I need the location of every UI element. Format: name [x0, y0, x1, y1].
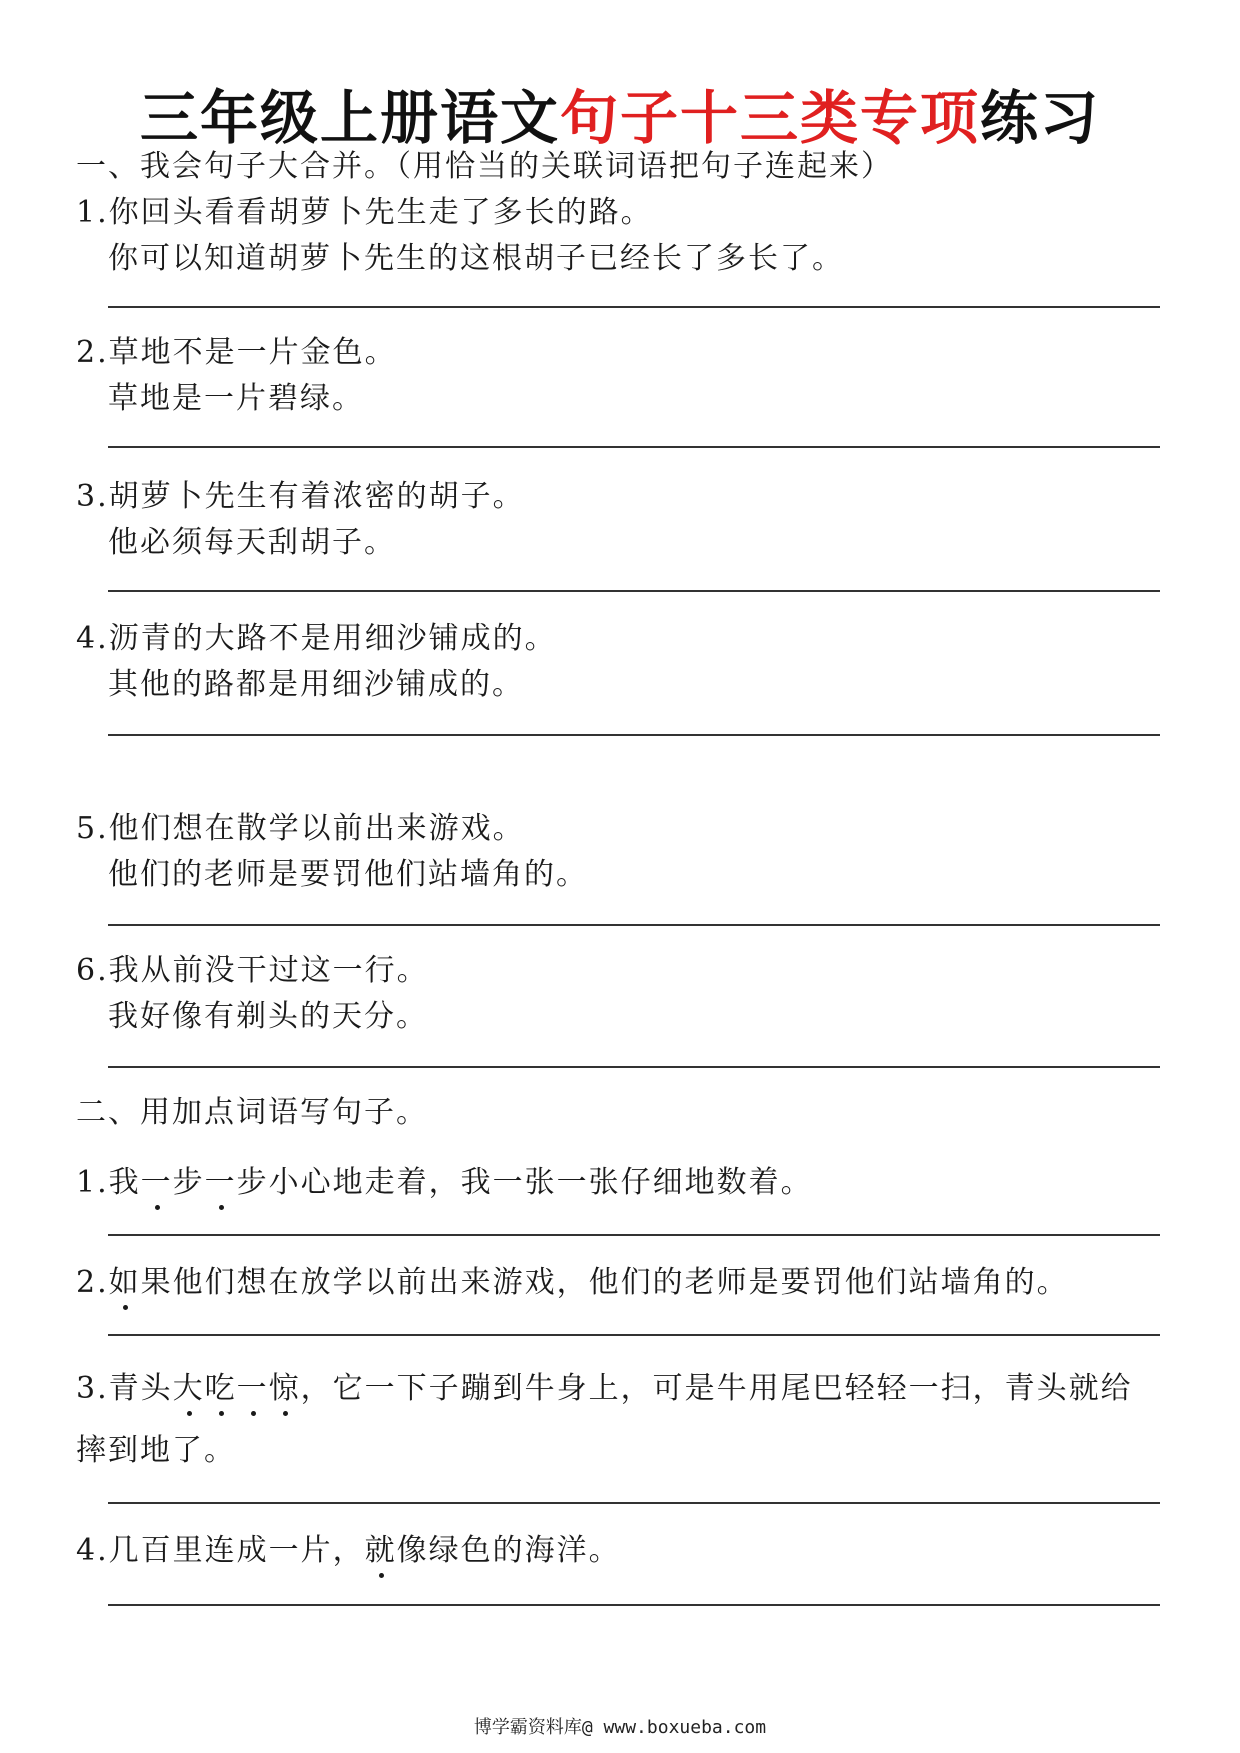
s1-q4-answer-line[interactable] [108, 734, 1160, 736]
s2-q3-dotted-char-3: 一 [237, 1368, 269, 1410]
s1-q5-line1: 5.他们想在散学以前出来游戏。 [76, 811, 525, 846]
s1-q5-line2: 他们的老师是要罚他们站墙角的。 [108, 857, 588, 892]
s1-q5-answer-line[interactable] [108, 924, 1160, 926]
s1-q6-line1: 6.我从前没干过这一行。 [76, 953, 429, 988]
s2-q4-mid-1: 像 [396, 1533, 429, 1568]
s2-q3-text [76, 1368, 1133, 1410]
section1-heading: 一、我会句子大合并。（用恰当的关联词语把句子连起来） [76, 149, 893, 184]
title-part-topic: 句子十三类专项 [559, 84, 980, 152]
s2-q1-mid-1: 步 [172, 1165, 205, 1200]
s2-q2-rest: 果他们想在放学以前出来游戏，他们的老师是要罚他们站墙角的。 [140, 1265, 1069, 1300]
s2-q4-answer-line[interactable] [108, 1604, 1160, 1606]
s1-q1-line2: 你可以知道胡萝卜先生的这根胡子已经长了多长了。 [108, 241, 844, 276]
section2-heading: 二、用加点词语写句子。 [76, 1095, 428, 1130]
s1-q2-line2: 草地是一片碧绿。 [108, 381, 364, 416]
s2-q4-prefix: 4.几百里连成一片， [76, 1533, 365, 1568]
s1-q3-line2: 他必须每天刮胡子。 [108, 525, 396, 560]
s1-q4-line2: 其他的路都是用细沙铺成的。 [108, 667, 524, 702]
s2-q3-dotted-char-2: 吃 [205, 1368, 237, 1410]
s2-q3-rest: ，它一下子蹦到牛身上，可是牛用尾巴轻轻一扫，青头就给 [300, 1371, 1133, 1406]
title-part-practice: 练习 [980, 84, 1101, 152]
s2-q3-line2: 摔到地了。 [76, 1433, 236, 1468]
s1-q3-line1: 3.胡萝卜先生有着浓密的胡子。 [76, 479, 525, 514]
s2-q2-text [76, 1262, 1069, 1304]
s2-q4-text [76, 1530, 621, 1572]
s1-q3-answer-line[interactable] [108, 590, 1160, 592]
s2-q3-dotted-char-4: 惊 [269, 1368, 301, 1410]
s2-q1-mid-2: 步 [236, 1165, 269, 1200]
s2-q1-rest: 小心地走着，我一张一张仔细地数着。 [268, 1165, 813, 1200]
s2-q1-dotted-char-2: 一 [205, 1162, 237, 1204]
s2-q4-rest: 绿色的海洋。 [428, 1533, 621, 1568]
s1-q6-answer-line[interactable] [108, 1066, 1160, 1068]
s2-q3-prefix: 3.青头 [76, 1371, 173, 1406]
s2-q2-dotted-char-1: 如 [109, 1262, 141, 1304]
title-part-grade: 三年级上册语文 [139, 84, 560, 152]
s2-q2-answer-line[interactable] [108, 1334, 1160, 1336]
s1-q1-line1: 1.你回头看看胡萝卜先生走了多长的路。 [76, 195, 653, 230]
s2-q4-dotted-char-1: 就 [365, 1530, 397, 1572]
s2-q1-prefix: 1.我 [76, 1165, 141, 1200]
s1-q4-line1: 4.沥青的大路不是用细沙铺成的。 [76, 621, 557, 656]
s2-q3-dotted-char-1: 大 [173, 1368, 205, 1410]
s1-q2-line1: 2.草地不是一片金色。 [76, 335, 397, 370]
s2-q1-dotted-char-1: 一 [141, 1162, 173, 1204]
s2-q1-answer-line[interactable] [108, 1234, 1160, 1236]
s1-q1-answer-line[interactable] [108, 306, 1160, 308]
s1-q6-line2: 我好像有剃头的天分。 [108, 999, 428, 1034]
s2-q2-prefix: 2. [76, 1265, 109, 1300]
footer-watermark: 博学霸资料库@ www.boxueba.com [473, 1717, 767, 1738]
s2-q1-text [76, 1162, 813, 1204]
s1-q2-answer-line[interactable] [108, 446, 1160, 448]
s2-q3-answer-line[interactable] [108, 1502, 1160, 1504]
